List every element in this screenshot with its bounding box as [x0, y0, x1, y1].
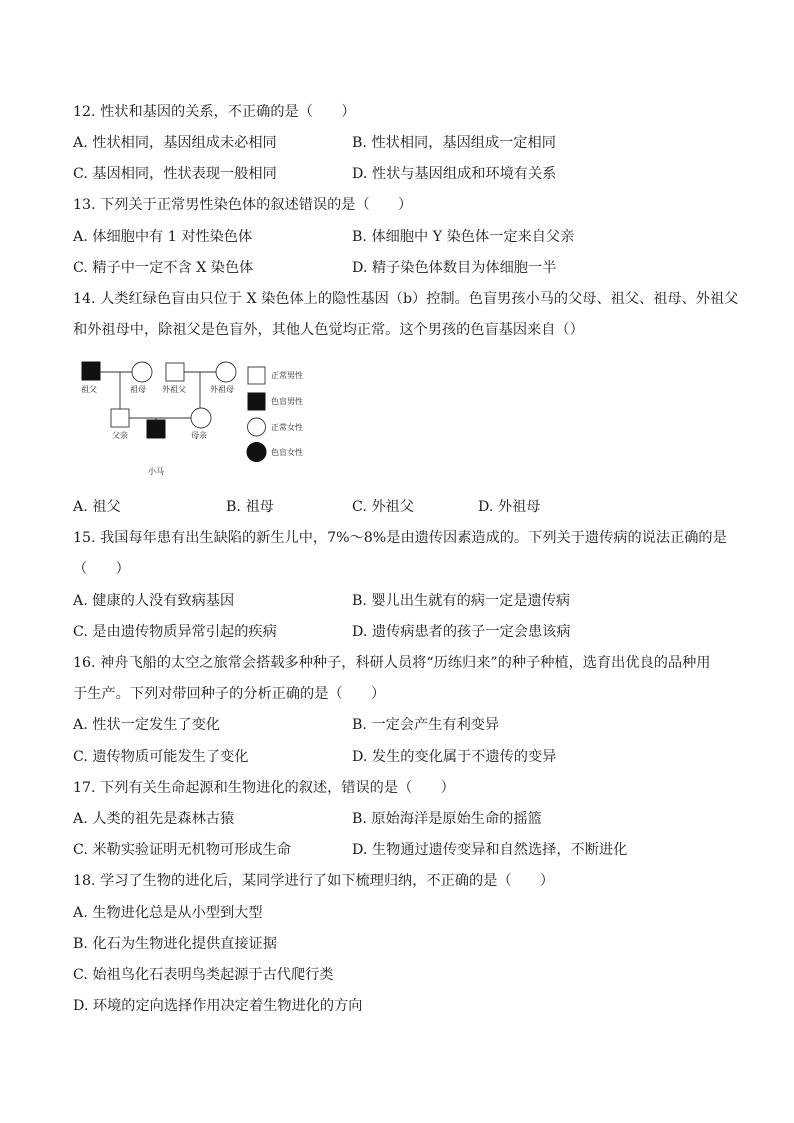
q18-option-a: A. 生物进化总是从小型到大型 — [73, 905, 263, 921]
grandfather-symbol — [82, 362, 100, 380]
legend-colorblind-female-label: 色盲女性 — [271, 448, 303, 457]
maternal-grandfather-label: 外祖父 — [162, 385, 186, 394]
q14-option-b: B. 祖母 — [226, 499, 274, 515]
legend-normal-female-label: 正常女性 — [271, 423, 303, 432]
q14-option-c: C. 外祖父 — [352, 499, 414, 515]
q12-option-b: B. 性状相同，基因组成一定相同 — [352, 135, 556, 151]
q15-option-c: C. 是由遗传物质异常引起的疾病 — [73, 624, 277, 640]
question-14-stem-line2: 和外祖母中，除祖父是色盲外，其他人色觉均正常。这个男孩的色盲基因来自（） — [73, 322, 584, 338]
q13-option-c: C. 精子中一定不含 X 染色体 — [73, 260, 254, 276]
question-14-stem-line1: 14. 人类红绿色盲由只位于 X 染色体上的隐性基因（b）控制。色盲男孩小马的父母、祖父、祖母、外祖父 — [73, 291, 739, 307]
question-16-stem-line2: 于生产。下列对带回种子的分析正确的是（ ） — [73, 686, 386, 702]
legend-normal-male-icon — [248, 367, 265, 384]
question-15-stem-line1: 15. 我国每年患有出生缺陷的新生儿中，7%～8%是由遗传因素造成的。下列关于遗传病的说法正确的是 — [73, 530, 727, 546]
q18-option-b: B. 化石为生物进化提供直接证据 — [73, 936, 277, 952]
q17-option-b: B. 原始海洋是原始生命的摇篮 — [352, 811, 542, 827]
legend-normal-female-icon — [248, 418, 266, 436]
q18-option-c: C. 始祖鸟化石表明鸟类起源于古代爬行类 — [73, 967, 334, 983]
q14-option-a: A. 祖父 — [73, 499, 121, 515]
pedigree-diagram — [76, 358, 326, 478]
legend-colorblind-male-label: 色盲男性 — [271, 397, 303, 406]
legend-colorblind-male-icon — [248, 393, 265, 410]
maternal-grandmother-symbol — [216, 362, 236, 382]
legend-colorblind-female-icon — [247, 443, 266, 462]
q13-option-b: B. 体细胞中 Y 染色体一定来自父亲 — [352, 229, 575, 245]
grandmother-label: 祖母 — [130, 385, 146, 394]
father-symbol — [111, 409, 129, 427]
q12-option-a: A. 性状相同，基因组成未必相同 — [73, 135, 277, 151]
grandmother-symbol — [132, 362, 152, 382]
question-18-stem: 18. 学习了生物的进化后，某同学进行了如下梳理归纳，不正确的是（ ） — [73, 873, 555, 889]
mother-label: 母亲 — [191, 431, 207, 440]
q16-option-d: D. 发生的变化属于不遗传的变异 — [352, 749, 557, 765]
maternal-grandfather-symbol — [166, 363, 184, 381]
legend-normal-male-label: 正常男性 — [271, 371, 303, 380]
q13-option-a: A. 体细胞中有 1 对性染色体 — [73, 229, 253, 245]
q16-option-c: C. 遗传物质可能发生了变化 — [73, 749, 249, 765]
q18-option-d: D. 环境的定向选择作用决定着生物进化的方向 — [73, 998, 363, 1014]
q17-option-d: D. 生物通过遗传变异和自然选择，不断进化 — [352, 842, 628, 858]
maternal-grandmother-label: 外祖母 — [210, 385, 234, 394]
q17-option-c: C. 米勒实验证明无机物可形成生命 — [73, 842, 291, 858]
q12-option-d: D. 性状与基因组成和环境有关系 — [352, 166, 557, 182]
grandfather-label: 祖父 — [81, 385, 97, 394]
question-15-stem-line2: （ ） — [73, 561, 130, 577]
child-symbol — [147, 420, 165, 438]
q12-option-c: C. 基因相同，性状表现一般相同 — [73, 166, 277, 182]
question-17-stem: 17. 下列有关生命起源和生物进化的叙述，错误的是（ ） — [73, 780, 455, 796]
q16-option-b: B. 一定会产生有利变异 — [352, 717, 500, 733]
q13-option-d: D. 精子染色体数目为体细胞一半 — [352, 260, 557, 276]
father-label: 父亲 — [112, 431, 128, 440]
question-13-stem: 13. 下列关于正常男性染色体的叙述错误的是（ ） — [73, 197, 413, 213]
q16-option-a: A. 性状一定发生了变化 — [73, 717, 220, 733]
q15-option-a: A. 健康的人没有致病基因 — [73, 593, 235, 609]
q14-option-d: D. 外祖母 — [478, 499, 541, 515]
question-12-stem: 12. 性状和基因的关系，不正确的是（ ） — [73, 104, 356, 120]
child-label: 小马 — [148, 467, 164, 476]
q15-option-d: D. 遗传病患者的孩子一定会患该病 — [352, 624, 571, 640]
q17-option-a: A. 人类的祖先是森林古猿 — [73, 811, 235, 827]
q15-option-b: B. 婴儿出生就有的病一定是遗传病 — [352, 593, 571, 609]
question-16-stem-line1: 16. 神舟飞船的太空之旅常会搭载多种种子，科研人员将“历练归来”的种子种植，选育出优良的品种用 — [73, 655, 711, 671]
mother-symbol — [191, 408, 211, 428]
